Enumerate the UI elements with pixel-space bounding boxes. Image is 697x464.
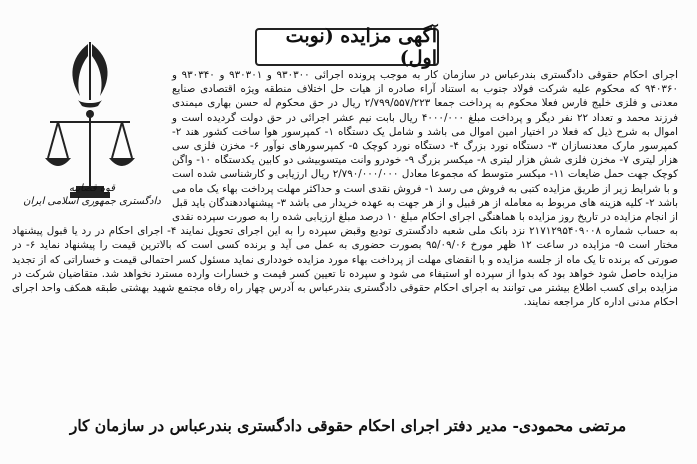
notice-body (12, 68, 678, 410)
notice-signature: مرتضی محمودی- مدیر دفتر اجرای احکام حقوقی دادگستری بندرعباس در سازمان کار (69, 416, 627, 435)
emblem-spacer (12, 68, 172, 218)
notice-title: آگهی مزایده (نوبت اول) (255, 28, 439, 66)
emblem-caption-text: قوه قضاییه دادگستری جمهوری اسلامی ایران (23, 183, 161, 207)
notice-body-text: اجرای احکام حقوقی دادگستری بندرعباس در سازمان کار به موجب پرونده اجرائی ۹۳۰۳۰۰ و ۹۳۰۳۰۱ و ۹۳۰۳۴۰ و ۹۴۰۳۶۰ که محکوم علیه شرکت فولاد جنوب به استناد آراء صادره از هیات حل اختلاف منطقه ویژه اقتصادی صنایع معدنی و فلزی خلیج فارس فعلا محکوم به پرداخت جمعا ۲/۷۹۹/۵۵۷/۲۲۳ ریال در حق محکوم له حسن بهاری میمندی فرزند محمد و تعداد ۲۲ نفر دیگر و پرداخت مبلغ ۴۰۰۰/۰۰۰ ریال بابت نیم عشر اجرائی در حق دولت گردیده است و اموال به شرح ذیل که فعلا در اختیار امین اموال می باشد و شامل یک دستگاه ۱- کمپرسور هوا ساخت کشور هند ۲- کمپرسور مارک معدنسازان ۳- دستگاه نورد بزرگ ۴- دستگاه نورد کوچک ۵- کمپرسورهای نوآور ۶- مخزن فلزی سی هزار لیتری ۷- مخزن فلزی شش هزار لیتری ۸- میکسر بزرگ ۹- خودرو وانت میتسوبیشی دو کابین یکدستگاه ۱۰- واگن کوچک جهت حمل ضایعات ۱۱- میکسر متوسط که مجموعا معادل ۲/۷۹۰/۰۰۰/۰۰۰ ریال ارزیابی و کارشناسی شده است و با شرایط زیر از طریق مزایده کتبی به فروش می رسد ۱- فروش نقدی است و حداکثر مهلت پرداخت بهاء یک ماه می باشد ۲- کلیه هزینه های مربوط به معامله از هر قبیل و از هر جهت به عهده خریدار می باشد ۳- پیشنهاددهندگان باید قبل از انجام مزایده در تاریخ روز مزایده با هماهنگی اجرای احکام مبلغ ۱۰ درصد مبلغ ارزیابی شده را به صورت سپرده نقدی به حساب شماره ۲۱۷۱۲۹۵۴۰۹۰۰۸ نزد بانک ملی شعبه دادگستری تودیع وقبض سپرده را به این اجرای تحویل نمایند ۴- اجرای احکام در رد یا قبول پیشنهاد مختار است ۵- مزایده در ساعت ۱۲ ظهر مورخ ۹۵/۰۹/۰۶ بصورت حضوری به عمل می آید و برنده کسی است که بالاترین قیمت را پیشنهاد نماید ۶- در صورتی که برنده تا یک ماه از جلسه مزایده و با انقضای مهلت از پرداخت بهاء مورد مزایده خودداری نماید مسئول کسر احتمالی قیمت و خساراتی که از تجدید مزایده حاصل شود خواهد بود که بدوا از سپرده او استیفاء می شود و سپرده تا تعیین کسر قیمت و خسارات وارده مسترد نخواهد شد. متقاضیان شرکت در مزایده برای کسب اطلاع بیشتر می توانند به اجرای احکام حقوقی دادگستری بندرعباس به آدرس چهار راه رفاه مجتمع شهید بهشتی طبقه همکف واحد اجرای احکام مدنی اداره کار مراجعه نمایند. (12, 69, 678, 309)
